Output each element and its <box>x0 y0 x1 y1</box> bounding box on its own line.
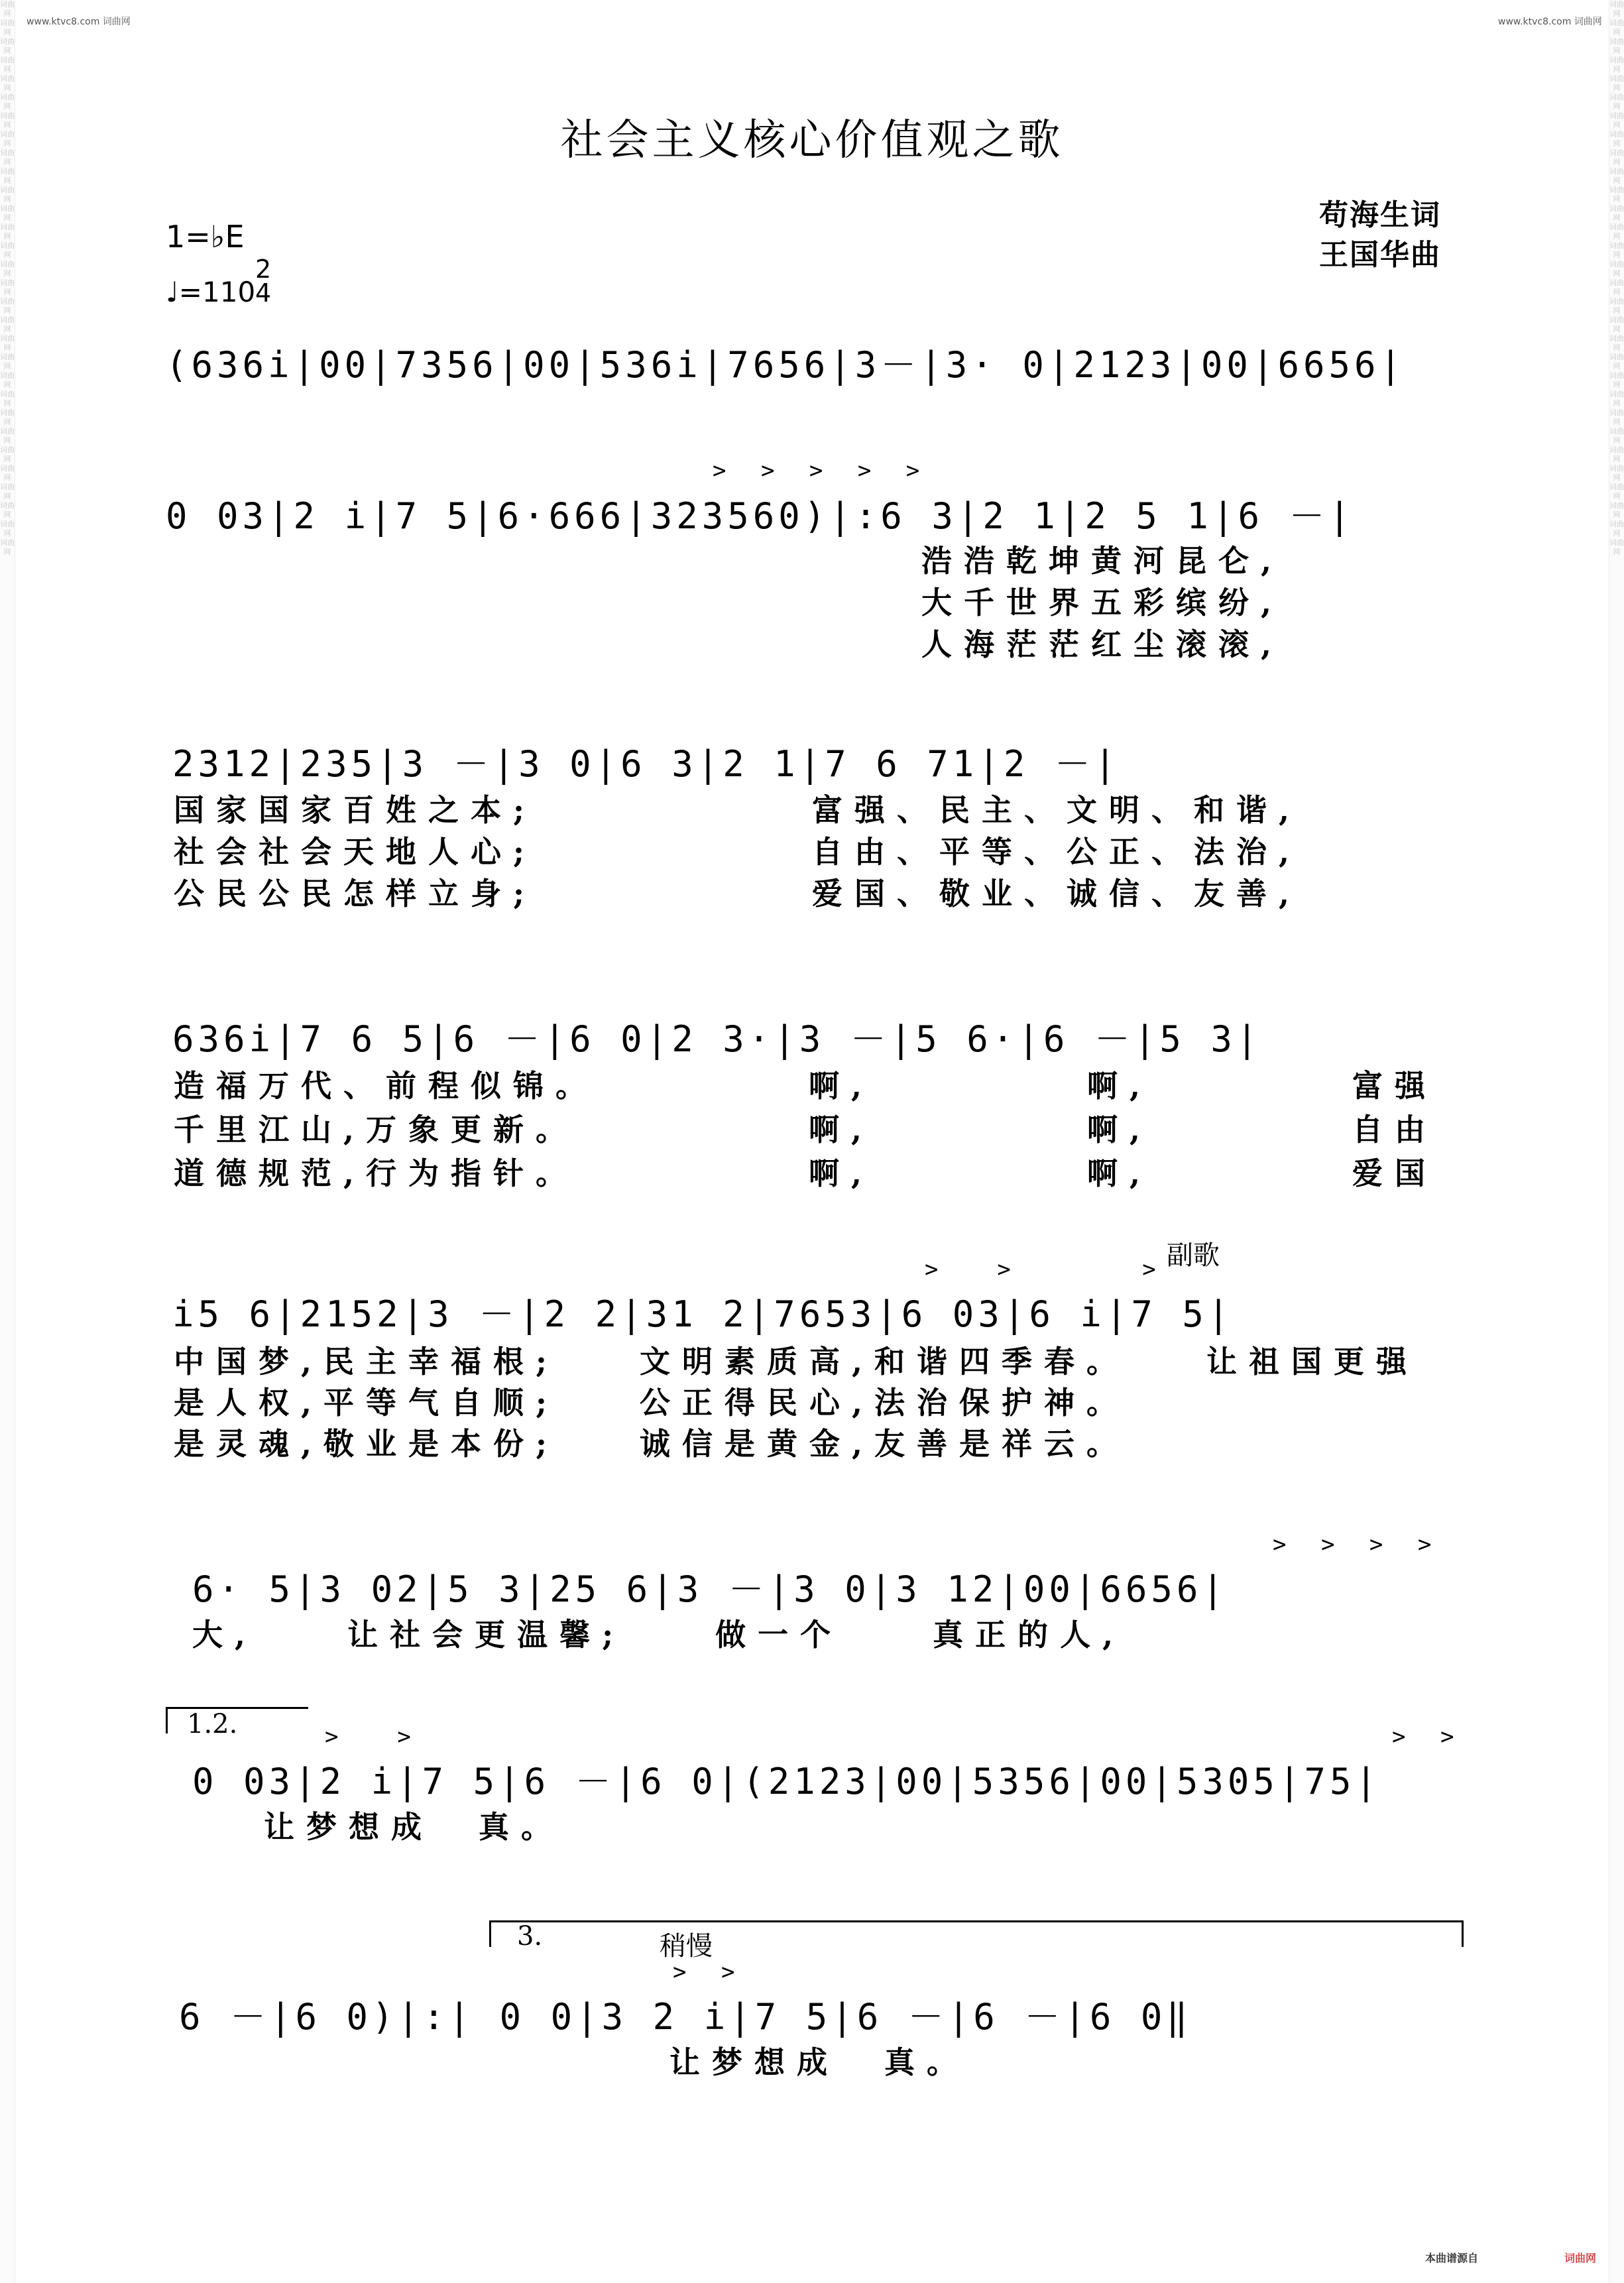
notation-line-1: (636i|00|7356|00|536i|7656|3－|3· 0|2123|00|6656| <box>166 344 1406 386</box>
notation-line-2: 0 03|2 i|7 5|6·666|323560)|:6 3|2 1|2 5 1|6 －| <box>166 495 1354 537</box>
accent-marks-7-end: > > <box>1392 1724 1465 1750</box>
song-title: 社会主义核心价值观之歌 <box>560 116 1064 165</box>
lyric-line-5b-verse-3: 诚信是黄金,友善是祥云。 <box>640 1426 1130 1462</box>
lyric-ah-2-v1: 啊, <box>1087 1068 1153 1104</box>
lyric-line-5-verse-3: 是灵魂,敬业是本份; <box>174 1426 559 1462</box>
lyric-line-5b-verse-2: 公正得民心,法治保护神。 <box>640 1385 1130 1421</box>
accent-marks-8: > > <box>673 1959 746 1985</box>
lyric-ah-1-v3: 啊, <box>809 1155 874 1191</box>
volta-bracket-3-tick-right <box>1462 1920 1464 1947</box>
lyric-tail-v3: 爱国 <box>1352 1155 1437 1191</box>
composer-credit: 王国华曲 <box>1319 238 1441 272</box>
footer-source-label: 本曲谱源自 <box>1425 2252 1479 2264</box>
accent-marks-6: > > > > <box>1273 1531 1442 1558</box>
lyric-line-5-verse-1: 中国梦,民主幸福根; <box>174 1344 559 1379</box>
key-signature: 1=♭E <box>166 219 245 255</box>
accent-marks-7: > > <box>325 1724 422 1750</box>
section-label-chorus: 副歌 <box>1167 1240 1220 1271</box>
volta-bracket-3-line <box>489 1920 1464 1922</box>
volta-bracket-3-tick-left <box>489 1920 491 1947</box>
notation-line-5: i5 6|2152|3 －|2 2|31 2|7653|6 03|6 i|7 5| <box>172 1293 1234 1335</box>
tempo-hint-slower: 稍慢 <box>660 1931 713 1961</box>
lyric-line-8: 让梦想成 真。 <box>669 2044 970 2080</box>
lyric-line-3a-verse-3: 公民公民怎样立身; <box>174 876 536 911</box>
volta-label-1-2: 1.2. <box>187 1709 238 1739</box>
lyric-ah-2-v2: 啊, <box>1087 1112 1153 1147</box>
volta-bracket-1-tick <box>166 1707 168 1733</box>
lyric-line-2-verse-3: 人海茫茫红尘滚滚, <box>921 626 1284 662</box>
volta-label-3: 3. <box>517 1921 543 1952</box>
lyric-line-5b-verse-1: 文明素质高,和谐四季春。 <box>640 1344 1130 1379</box>
notation-line-4: 636i|7 6 5|6 －|6 0|2 3·|3 －|5 6·|6 －|5 3| <box>172 1018 1262 1060</box>
lyric-ah-1-v1: 啊, <box>809 1068 874 1104</box>
lyric-line-2-verse-1: 浩浩乾坤黄河昆仑, <box>921 543 1284 579</box>
lyric-line-5-verse-2: 是人权,平等气自顺; <box>174 1385 559 1421</box>
lyric-line-4-verse-2: 千里江山,万象更新。 <box>174 1112 579 1147</box>
lyric-refrain-start: 让祖国更强 <box>1206 1344 1419 1379</box>
right-watermark-strip: 词曲网 词曲网 词曲网 词曲网 词曲网 词曲网 词曲网 词曲网 词曲网 词曲网 词曲网 词曲网 词曲网 词曲网 词曲网 词曲网 词曲网 词曲网 词曲网 词曲网 词曲网 词曲网 词曲网 词曲网 词曲网 词曲网 词曲网 词曲网 词曲网 词曲网 <box>1609 0 1624 2283</box>
lyric-line-3b-verse-1: 富强、民主、文明、和谐, <box>812 792 1302 828</box>
notation-line-7: 0 03|2 i|7 5|6 －|6 0|(2123|00|5356|00|5305|75| <box>192 1761 1381 1802</box>
time-signature: 2 4 <box>255 255 272 308</box>
accent-marks-2: > > > > > <box>713 457 931 484</box>
tempo-marking: ♩=110 <box>166 276 256 308</box>
site-url-left[interactable]: www.ktvc8.com 词曲网 <box>27 17 131 27</box>
lyric-line-6: 大, 让社会更温馨; 做一个 真正的人, <box>192 1617 1126 1653</box>
site-url-right[interactable]: www.ktvc8.com 词曲网 <box>1498 17 1602 27</box>
lyric-line-7: 让梦想成 真。 <box>264 1809 564 1845</box>
notation-line-6: 6· 5|3 02|5 3|25 6|3 －|3 0|3 12|00|6656| <box>192 1568 1228 1610</box>
lyric-tail-v1: 富强 <box>1352 1068 1437 1104</box>
left-watermark-strip: 词曲网 词曲网 词曲网 词曲网 词曲网 词曲网 词曲网 词曲网 词曲网 词曲网 词曲网 词曲网 词曲网 词曲网 词曲网 词曲网 词曲网 词曲网 词曲网 词曲网 词曲网 词曲网 词曲网 词曲网 词曲网 词曲网 词曲网 词曲网 词曲网 词曲网 <box>0 0 15 2283</box>
lyric-line-3b-verse-2: 自由、平等、公正、法治, <box>812 834 1302 870</box>
lyric-line-3b-verse-3: 爱国、敬业、诚信、友善, <box>812 876 1302 911</box>
lyricist-credit: 苟海生词 <box>1319 198 1441 232</box>
footer-site-logo[interactable]: 词曲网 <box>1564 2252 1597 2264</box>
lyric-tail-v2: 自由 <box>1352 1112 1437 1147</box>
lyric-line-4-verse-1: 造福万代、前程似锦。 <box>174 1068 598 1104</box>
lyric-line-4-verse-3: 道德规范,行为指针。 <box>174 1155 579 1191</box>
notation-line-3: 2312|235|3 －|3 0|6 3|2 1|7 6 71|2 －| <box>172 743 1120 785</box>
lyric-line-3a-verse-2: 社会社会天地人心; <box>174 834 536 870</box>
lyric-line-2-verse-2: 大千世界五彩缤纷, <box>921 585 1284 620</box>
lyric-ah-1-v2: 啊, <box>809 1112 874 1147</box>
lyric-ah-2-v3: 啊, <box>1087 1155 1153 1191</box>
notation-line-8: 6 －|6 0)|:| 0 0|3 2 i|7 5|6 －|6 －|6 0‖ <box>179 1996 1192 2038</box>
lyric-line-3a-verse-1: 国家国家百姓之本; <box>174 792 536 828</box>
accent-marks-5: > > > <box>925 1256 1167 1283</box>
